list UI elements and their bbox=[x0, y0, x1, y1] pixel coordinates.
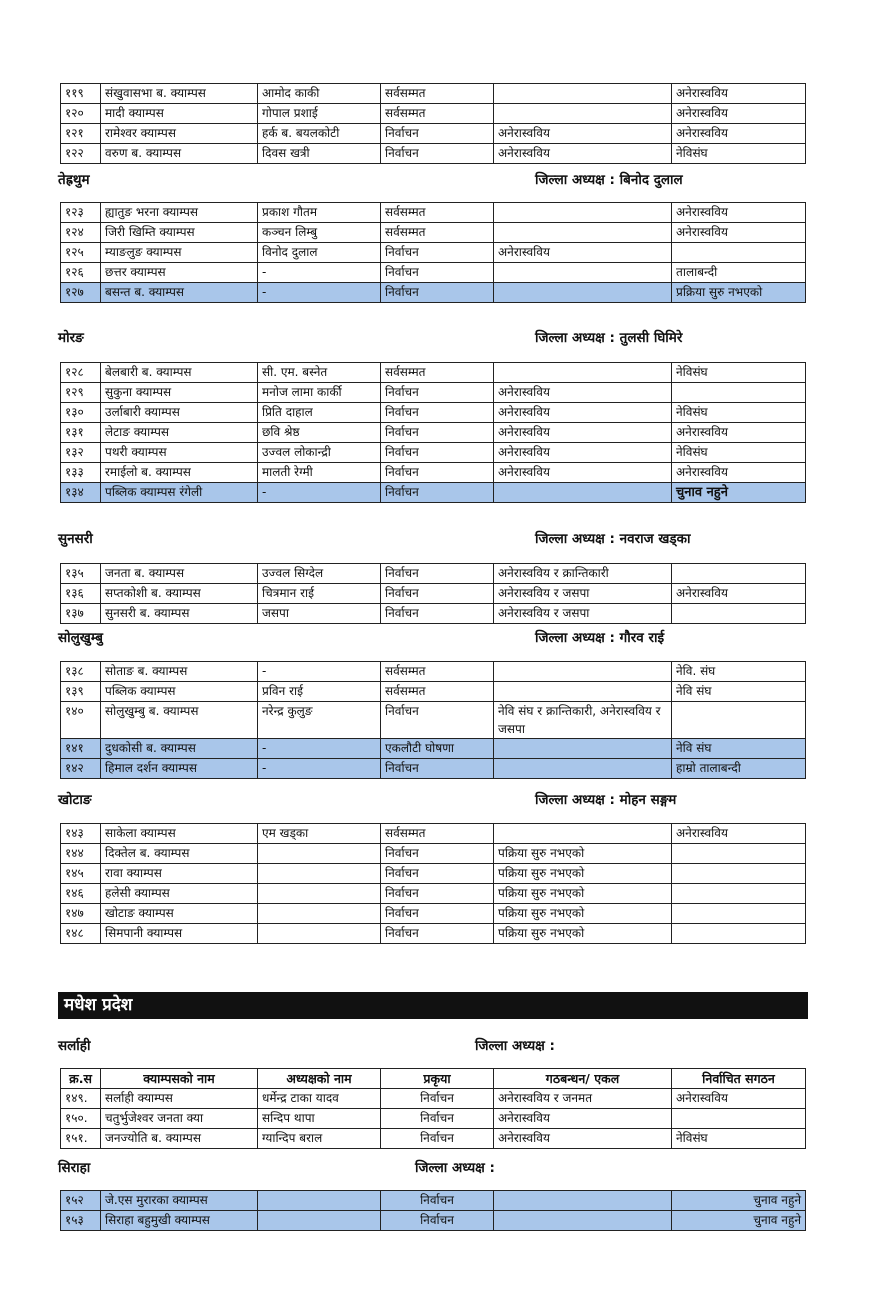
serial-number-cell: १३४ bbox=[61, 483, 101, 503]
elected-organization-cell: नेविसंघ bbox=[672, 363, 806, 383]
process-cell: निर्वाचन bbox=[381, 1191, 494, 1211]
district-president-sarlahi: जिल्ला अध्यक्ष : bbox=[475, 1038, 555, 1054]
president-name-cell: मालती रेग्मी bbox=[258, 463, 381, 483]
alliance-cell bbox=[494, 223, 672, 243]
president-name-cell: प्रिति दाहाल bbox=[258, 403, 381, 423]
table-row bbox=[61, 884, 806, 904]
serial-number-cell: १३१ bbox=[61, 423, 101, 443]
alliance-cell: पक्रिया सुरु नभएको bbox=[494, 904, 672, 924]
table-row bbox=[61, 243, 806, 263]
campus-table-khotang bbox=[60, 823, 806, 944]
serial-number-cell: १४१ bbox=[61, 739, 101, 759]
campus-name-cell: रावा क्याम्पस bbox=[101, 864, 258, 884]
elected-organization-cell: नेवि संघ bbox=[672, 682, 806, 702]
process-cell: निर्वाचन bbox=[381, 283, 494, 303]
alliance-cell: पक्रिया सुरु नभएको bbox=[494, 884, 672, 904]
elected-organization-cell bbox=[672, 884, 806, 904]
alliance-cell: अनेरास्वविय र जसपा bbox=[494, 604, 672, 624]
elected-organization-cell: चुनाव नहुने bbox=[672, 1211, 806, 1231]
campus-name-cell: बसन्त ब. क्याम्पस bbox=[101, 283, 258, 303]
serial-number-cell: १४६ bbox=[61, 884, 101, 904]
district-name-sarlahi: सर्लाही bbox=[58, 1038, 91, 1054]
campus-name-cell: जिरी खिम्ति क्याम्पस bbox=[101, 223, 258, 243]
campus-name-cell: सुकुना क्याम्पस bbox=[101, 383, 258, 403]
elected-organization-cell: नेविसंघ bbox=[672, 403, 806, 423]
serial-number-cell: १२४ bbox=[61, 223, 101, 243]
process-cell: निर्वाचन bbox=[381, 604, 494, 624]
serial-number-cell: १४९. bbox=[61, 1089, 101, 1109]
president-name-cell bbox=[258, 864, 381, 884]
president-name-cell bbox=[258, 844, 381, 864]
campus-name-cell: जनज्योति ब. क्याम्पस bbox=[101, 1129, 258, 1149]
campus-name-cell: लेटाङ क्याम्पस bbox=[101, 423, 258, 443]
alliance-cell bbox=[494, 682, 672, 702]
table-row bbox=[61, 84, 806, 104]
serial-number-cell: ११९ bbox=[61, 84, 101, 104]
alliance-cell: अनेरास्वविय bbox=[494, 124, 672, 144]
president-name-cell bbox=[258, 1211, 381, 1231]
alliance-cell bbox=[494, 104, 672, 124]
alliance-cell bbox=[494, 84, 672, 104]
process-cell: निर्वाचन bbox=[381, 124, 494, 144]
table-row bbox=[61, 924, 806, 944]
table-row bbox=[61, 1109, 806, 1129]
process-cell: सर्वसम्मत bbox=[381, 682, 494, 702]
elected-organization-cell: अनेरास्वविय bbox=[672, 223, 806, 243]
president-name-cell: उज्वल लोकान्द्री bbox=[258, 443, 381, 463]
campus-table-sunsari bbox=[60, 563, 806, 624]
process-cell: निर्वाचन bbox=[381, 443, 494, 463]
table-row bbox=[61, 1129, 806, 1149]
district-president-terhathum: जिल्ला अध्यक्ष : बिनोद दुलाल bbox=[535, 172, 683, 188]
serial-number-cell: १४३ bbox=[61, 824, 101, 844]
process-cell: सर्वसम्मत bbox=[381, 662, 494, 682]
president-name-cell: एम खड्का bbox=[258, 824, 381, 844]
serial-number-cell: १४५ bbox=[61, 864, 101, 884]
campus-name-cell: सुनसरी ब. क्याम्पस bbox=[101, 604, 258, 624]
campus-name-cell: जे.एस मुरारका क्याम्पस bbox=[101, 1191, 258, 1211]
process-cell: निर्वाचन bbox=[381, 1129, 494, 1149]
table-row bbox=[61, 104, 806, 124]
header-elected-org: निर्वाचित सगठन bbox=[672, 1069, 806, 1089]
elected-organization-cell bbox=[672, 383, 806, 403]
alliance-cell: पक्रिया सुरु नभएको bbox=[494, 844, 672, 864]
serial-number-cell: १२९ bbox=[61, 383, 101, 403]
campus-name-cell: ह्यातुङ भरना क्याम्पस bbox=[101, 203, 258, 223]
serial-number-cell: १५०. bbox=[61, 1109, 101, 1129]
president-name-cell: कञ्चन लिम्बु bbox=[258, 223, 381, 243]
table-row bbox=[61, 483, 806, 503]
president-name-cell: धर्मेन्द्र टाका यादव bbox=[258, 1089, 381, 1109]
elected-organization-cell: नेविसंघ bbox=[672, 443, 806, 463]
campus-name-cell: रमाईलो ब. क्याम्पस bbox=[101, 463, 258, 483]
elected-organization-cell: अनेरास्वविय bbox=[672, 463, 806, 483]
president-name-cell bbox=[258, 904, 381, 924]
table-row bbox=[61, 124, 806, 144]
process-cell: निर्वाचन bbox=[381, 884, 494, 904]
president-name-cell: - bbox=[258, 759, 381, 779]
alliance-cell: अनेरास्वविय र जसपा bbox=[494, 584, 672, 604]
campus-table-siraha bbox=[60, 1190, 806, 1231]
elected-organization-cell: अनेरास्वविय bbox=[672, 1089, 806, 1109]
district-president-solukhumbu: जिल्ला अध्यक्ष : गौरव राई bbox=[535, 630, 665, 646]
president-name-cell: सन्दिप थापा bbox=[258, 1109, 381, 1129]
process-cell: एकलौटी घोषणा bbox=[381, 739, 494, 759]
campus-name-cell: दुधकोसी ब. क्याम्पस bbox=[101, 739, 258, 759]
serial-number-cell: १३५ bbox=[61, 564, 101, 584]
district-name-terhathum: तेह्रथुम bbox=[58, 172, 90, 188]
campus-table-s0 bbox=[60, 83, 806, 164]
header-process: प्रकृया bbox=[381, 1069, 494, 1089]
serial-number-cell: १५२ bbox=[61, 1191, 101, 1211]
table-row bbox=[61, 363, 806, 383]
process-cell: निर्वाचन bbox=[381, 844, 494, 864]
alliance-cell bbox=[494, 1211, 672, 1231]
serial-number-cell: १४८ bbox=[61, 924, 101, 944]
process-cell: निर्वाचन bbox=[381, 1211, 494, 1231]
table-row bbox=[61, 739, 806, 759]
president-name-cell: सी. एम. बस्नेत bbox=[258, 363, 381, 383]
campus-table-sarlahi bbox=[60, 1068, 806, 1149]
process-cell: निर्वाचन bbox=[381, 1109, 494, 1129]
elected-organization-cell: चुनाव नहुने bbox=[672, 1191, 806, 1211]
table-row bbox=[61, 662, 806, 682]
table-row bbox=[61, 759, 806, 779]
table-row bbox=[61, 383, 806, 403]
elected-organization-cell bbox=[672, 702, 806, 739]
campus-name-cell: हिमाल दर्शन क्याम्पस bbox=[101, 759, 258, 779]
campus-name-cell: पथरी क्याम्पस bbox=[101, 443, 258, 463]
serial-number-cell: १२२ bbox=[61, 144, 101, 164]
table-row bbox=[61, 564, 806, 584]
elected-organization-cell: अनेरास्वविय bbox=[672, 423, 806, 443]
campus-name-cell: सोलुखुम्बु ब. क्याम्पस bbox=[101, 702, 258, 739]
president-name-cell bbox=[258, 924, 381, 944]
serial-number-cell: १३८ bbox=[61, 662, 101, 682]
header-president-name: अध्यक्षको नाम bbox=[258, 1069, 381, 1089]
president-name-cell: - bbox=[258, 739, 381, 759]
serial-number-cell: १३७ bbox=[61, 604, 101, 624]
serial-number-cell: १२६ bbox=[61, 263, 101, 283]
district-name-khotang: खोटाङ bbox=[58, 792, 92, 808]
process-cell: निर्वाचन bbox=[381, 759, 494, 779]
president-name-cell: चित्रमान राई bbox=[258, 584, 381, 604]
alliance-cell: पक्रिया सुरु नभएको bbox=[494, 924, 672, 944]
president-name-cell: हर्क ब. बयलकोटी bbox=[258, 124, 381, 144]
table-row bbox=[61, 682, 806, 702]
serial-number-cell: १५१. bbox=[61, 1129, 101, 1149]
serial-number-cell: १३९ bbox=[61, 682, 101, 702]
alliance-cell bbox=[494, 283, 672, 303]
table-row bbox=[61, 203, 806, 223]
district-name-solukhumbu: सोलुखुम्बु bbox=[58, 630, 103, 646]
table-row bbox=[61, 423, 806, 443]
process-cell: निर्वाचन bbox=[381, 904, 494, 924]
alliance-cell: अनेरास्वविय bbox=[494, 1129, 672, 1149]
table-row bbox=[61, 283, 806, 303]
campus-name-cell: संखुवासभा ब. क्याम्पस bbox=[101, 84, 258, 104]
campus-name-cell: म्याङलुङ क्याम्पस bbox=[101, 243, 258, 263]
district-name-sunsari: सुनसरी bbox=[58, 531, 93, 547]
alliance-cell bbox=[494, 662, 672, 682]
president-name-cell: आमोद काकी bbox=[258, 84, 381, 104]
president-name-cell: ग्यान्दिप बराल bbox=[258, 1129, 381, 1149]
alliance-cell: अनेरास्वविय bbox=[494, 243, 672, 263]
process-cell: निर्वाचन bbox=[381, 423, 494, 443]
alliance-cell bbox=[494, 759, 672, 779]
district-name-siraha: सिराहा bbox=[58, 1160, 91, 1176]
alliance-cell: अनेरास्वविय bbox=[494, 423, 672, 443]
elected-organization-cell: नेवि. संघ bbox=[672, 662, 806, 682]
alliance-cell: पक्रिया सुरु नभएको bbox=[494, 864, 672, 884]
campus-name-cell: खोटाङ क्याम्पस bbox=[101, 904, 258, 924]
elected-organization-cell bbox=[672, 604, 806, 624]
elected-organization-cell: अनेरास्वविय bbox=[672, 104, 806, 124]
process-cell: निर्वाचन bbox=[381, 483, 494, 503]
elected-organization-cell: अनेरास्वविय bbox=[672, 824, 806, 844]
district-president-sunsari: जिल्ला अध्यक्ष : नवराज खड्का bbox=[535, 531, 691, 547]
president-name-cell: गोपाल प्रशाई bbox=[258, 104, 381, 124]
alliance-cell bbox=[494, 263, 672, 283]
alliance-cell bbox=[494, 483, 672, 503]
campus-name-cell: छत्तर क्याम्पस bbox=[101, 263, 258, 283]
process-cell: निर्वाचन bbox=[381, 144, 494, 164]
president-name-cell: - bbox=[258, 263, 381, 283]
table-row bbox=[61, 824, 806, 844]
alliance-cell bbox=[494, 1191, 672, 1211]
campus-name-cell: जनता ब. क्याम्पस bbox=[101, 564, 258, 584]
serial-number-cell: १२५ bbox=[61, 243, 101, 263]
president-name-cell: दिवस खत्री bbox=[258, 144, 381, 164]
campus-name-cell: दिक्तेल ब. क्याम्पस bbox=[101, 844, 258, 864]
campus-name-cell: रामेश्वर क्याम्पस bbox=[101, 124, 258, 144]
president-name-cell: जसपा bbox=[258, 604, 381, 624]
campus-name-cell: सिराहा बहुमुखी क्याम्पस bbox=[101, 1211, 258, 1231]
table-row bbox=[61, 443, 806, 463]
alliance-cell: अनेरास्वविय bbox=[494, 403, 672, 423]
elected-organization-cell: प्रक्रिया सुरु नभएको bbox=[672, 283, 806, 303]
process-cell: सर्वसम्मत bbox=[381, 223, 494, 243]
campus-table-terhathum bbox=[60, 202, 806, 303]
district-name-morang: मोरङ bbox=[58, 330, 84, 346]
serial-number-cell: १३६ bbox=[61, 584, 101, 604]
table-row bbox=[61, 702, 806, 739]
campus-name-cell: वरुण ब. क्याम्पस bbox=[101, 144, 258, 164]
elected-organization-cell: अनेरास्वविय bbox=[672, 124, 806, 144]
table-row bbox=[61, 604, 806, 624]
process-cell: निर्वाचन bbox=[381, 403, 494, 423]
process-cell: सर्वसम्मत bbox=[381, 104, 494, 124]
district-president-siraha: जिल्ला अध्यक्ष : bbox=[415, 1160, 495, 1176]
elected-organization-cell: चुनाव नहुने bbox=[672, 483, 806, 503]
alliance-cell: अनेरास्वविय र क्रान्तिकारी bbox=[494, 564, 672, 584]
campus-name-cell: पब्लिक क्याम्पस रंगेली bbox=[101, 483, 258, 503]
table-row bbox=[61, 223, 806, 243]
elected-organization-cell bbox=[672, 904, 806, 924]
elected-organization-cell: नेविसंघ bbox=[672, 144, 806, 164]
elected-organization-cell bbox=[672, 924, 806, 944]
alliance-cell: नेवि संघ र क्रान्तिकारी, अनेरास्वविय र जसपा bbox=[494, 702, 672, 739]
alliance-cell bbox=[494, 363, 672, 383]
table-row bbox=[61, 403, 806, 423]
president-name-cell: - bbox=[258, 283, 381, 303]
serial-number-cell: १२१ bbox=[61, 124, 101, 144]
process-cell: निर्वाचन bbox=[381, 864, 494, 884]
president-name-cell: नरेन्द्र कुलुङ bbox=[258, 702, 381, 739]
district-president-morang: जिल्ला अध्यक्ष : तुलसी घिमिरे bbox=[535, 330, 683, 346]
header-campus-name: क्याम्पसको नाम bbox=[101, 1069, 258, 1089]
province-heading: मधेश प्रदेश bbox=[58, 992, 808, 1019]
elected-organization-cell bbox=[672, 844, 806, 864]
president-name-cell: छवि श्रेष्ठ bbox=[258, 423, 381, 443]
elected-organization-cell: अनेरास्वविय bbox=[672, 584, 806, 604]
campus-table-morang bbox=[60, 362, 806, 503]
alliance-cell bbox=[494, 739, 672, 759]
president-name-cell bbox=[258, 884, 381, 904]
elected-organization-cell: अनेरास्वविय bbox=[672, 203, 806, 223]
table-row bbox=[61, 1089, 806, 1109]
serial-number-cell: १४७ bbox=[61, 904, 101, 924]
alliance-cell: अनेरास्वविय bbox=[494, 1109, 672, 1129]
serial-number-cell: १३२ bbox=[61, 443, 101, 463]
process-cell: निर्वाचन bbox=[381, 263, 494, 283]
serial-number-cell: १२० bbox=[61, 104, 101, 124]
alliance-cell: अनेरास्वविय bbox=[494, 383, 672, 403]
process-cell: निर्वाचन bbox=[381, 1089, 494, 1109]
table-row bbox=[61, 584, 806, 604]
campus-name-cell: सोताङ ब. क्याम्पस bbox=[101, 662, 258, 682]
table-row bbox=[61, 463, 806, 483]
table-row bbox=[61, 844, 806, 864]
campus-table-solukhumbu bbox=[60, 661, 806, 779]
campus-name-cell: मादी क्याम्पस bbox=[101, 104, 258, 124]
process-cell: निर्वाचन bbox=[381, 924, 494, 944]
president-name-cell bbox=[258, 1191, 381, 1211]
table-row bbox=[61, 1191, 806, 1211]
alliance-cell: अनेरास्वविय bbox=[494, 463, 672, 483]
table-header-row bbox=[61, 1069, 806, 1089]
elected-organization-cell: हाम्रो तालाबन्दी bbox=[672, 759, 806, 779]
president-name-cell: प्रविन राई bbox=[258, 682, 381, 702]
serial-number-cell: १५३ bbox=[61, 1211, 101, 1231]
process-cell: सर्वसम्मत bbox=[381, 824, 494, 844]
campus-name-cell: साकेला क्याम्पस bbox=[101, 824, 258, 844]
campus-name-cell: सिमपानी क्याम्पस bbox=[101, 924, 258, 944]
president-name-cell: विनोद दुलाल bbox=[258, 243, 381, 263]
table-row bbox=[61, 1211, 806, 1231]
process-cell: निर्वाचन bbox=[381, 243, 494, 263]
process-cell: सर्वसम्मत bbox=[381, 203, 494, 223]
elected-organization-cell bbox=[672, 243, 806, 263]
president-name-cell: - bbox=[258, 483, 381, 503]
table-row bbox=[61, 864, 806, 884]
alliance-cell: अनेरास्वविय र जनमत bbox=[494, 1089, 672, 1109]
serial-number-cell: १२८ bbox=[61, 363, 101, 383]
campus-name-cell: सप्तकोशी ब. क्याम्पस bbox=[101, 584, 258, 604]
elected-organization-cell bbox=[672, 864, 806, 884]
table-row bbox=[61, 904, 806, 924]
president-name-cell: मनोज लामा कार्की bbox=[258, 383, 381, 403]
process-cell: निर्वाचन bbox=[381, 463, 494, 483]
alliance-cell bbox=[494, 203, 672, 223]
process-cell: सर्वसम्मत bbox=[381, 84, 494, 104]
elected-organization-cell bbox=[672, 1109, 806, 1129]
elected-organization-cell: तालाबन्दी bbox=[672, 263, 806, 283]
elected-organization-cell: नेवि संघ bbox=[672, 739, 806, 759]
elected-organization-cell: अनेरास्वविय bbox=[672, 84, 806, 104]
process-cell: सर्वसम्मत bbox=[381, 363, 494, 383]
table-row bbox=[61, 144, 806, 164]
header-alliance: गठबन्धन/ एकल bbox=[494, 1069, 672, 1089]
campus-name-cell: पब्लिक क्याम्पस bbox=[101, 682, 258, 702]
campus-name-cell: हलेसी क्याम्पस bbox=[101, 884, 258, 904]
president-name-cell: - bbox=[258, 662, 381, 682]
elected-organization-cell: नेविसंघ bbox=[672, 1129, 806, 1149]
campus-name-cell: उर्लाबारी क्याम्पस bbox=[101, 403, 258, 423]
campus-name-cell: बेलबारी ब. क्याम्पस bbox=[101, 363, 258, 383]
alliance-cell: अनेरास्वविय bbox=[494, 144, 672, 164]
campus-name-cell: चतुर्भुजेश्वर जनता क्या bbox=[101, 1109, 258, 1129]
process-cell: निर्वाचन bbox=[381, 702, 494, 739]
president-name-cell: प्रकाश गौतम bbox=[258, 203, 381, 223]
serial-number-cell: १३० bbox=[61, 403, 101, 423]
serial-number-cell: १२७ bbox=[61, 283, 101, 303]
process-cell: निर्वाचन bbox=[381, 584, 494, 604]
alliance-cell bbox=[494, 824, 672, 844]
serial-number-cell: १३३ bbox=[61, 463, 101, 483]
serial-number-cell: १४४ bbox=[61, 844, 101, 864]
table-row bbox=[61, 263, 806, 283]
serial-number-cell: १२३ bbox=[61, 203, 101, 223]
serial-number-cell: १४२ bbox=[61, 759, 101, 779]
district-president-khotang: जिल्ला अध्यक्ष : मोहन सङ्गम bbox=[535, 792, 677, 808]
elected-organization-cell bbox=[672, 564, 806, 584]
serial-number-cell: १४० bbox=[61, 702, 101, 739]
alliance-cell: अनेरास्वविय bbox=[494, 443, 672, 463]
campus-name-cell: सर्लाही क्याम्पस bbox=[101, 1089, 258, 1109]
president-name-cell: उज्वल सिग्देल bbox=[258, 564, 381, 584]
process-cell: निर्वाचन bbox=[381, 383, 494, 403]
process-cell: निर्वाचन bbox=[381, 564, 494, 584]
header-serial: क्र.स bbox=[61, 1069, 101, 1089]
